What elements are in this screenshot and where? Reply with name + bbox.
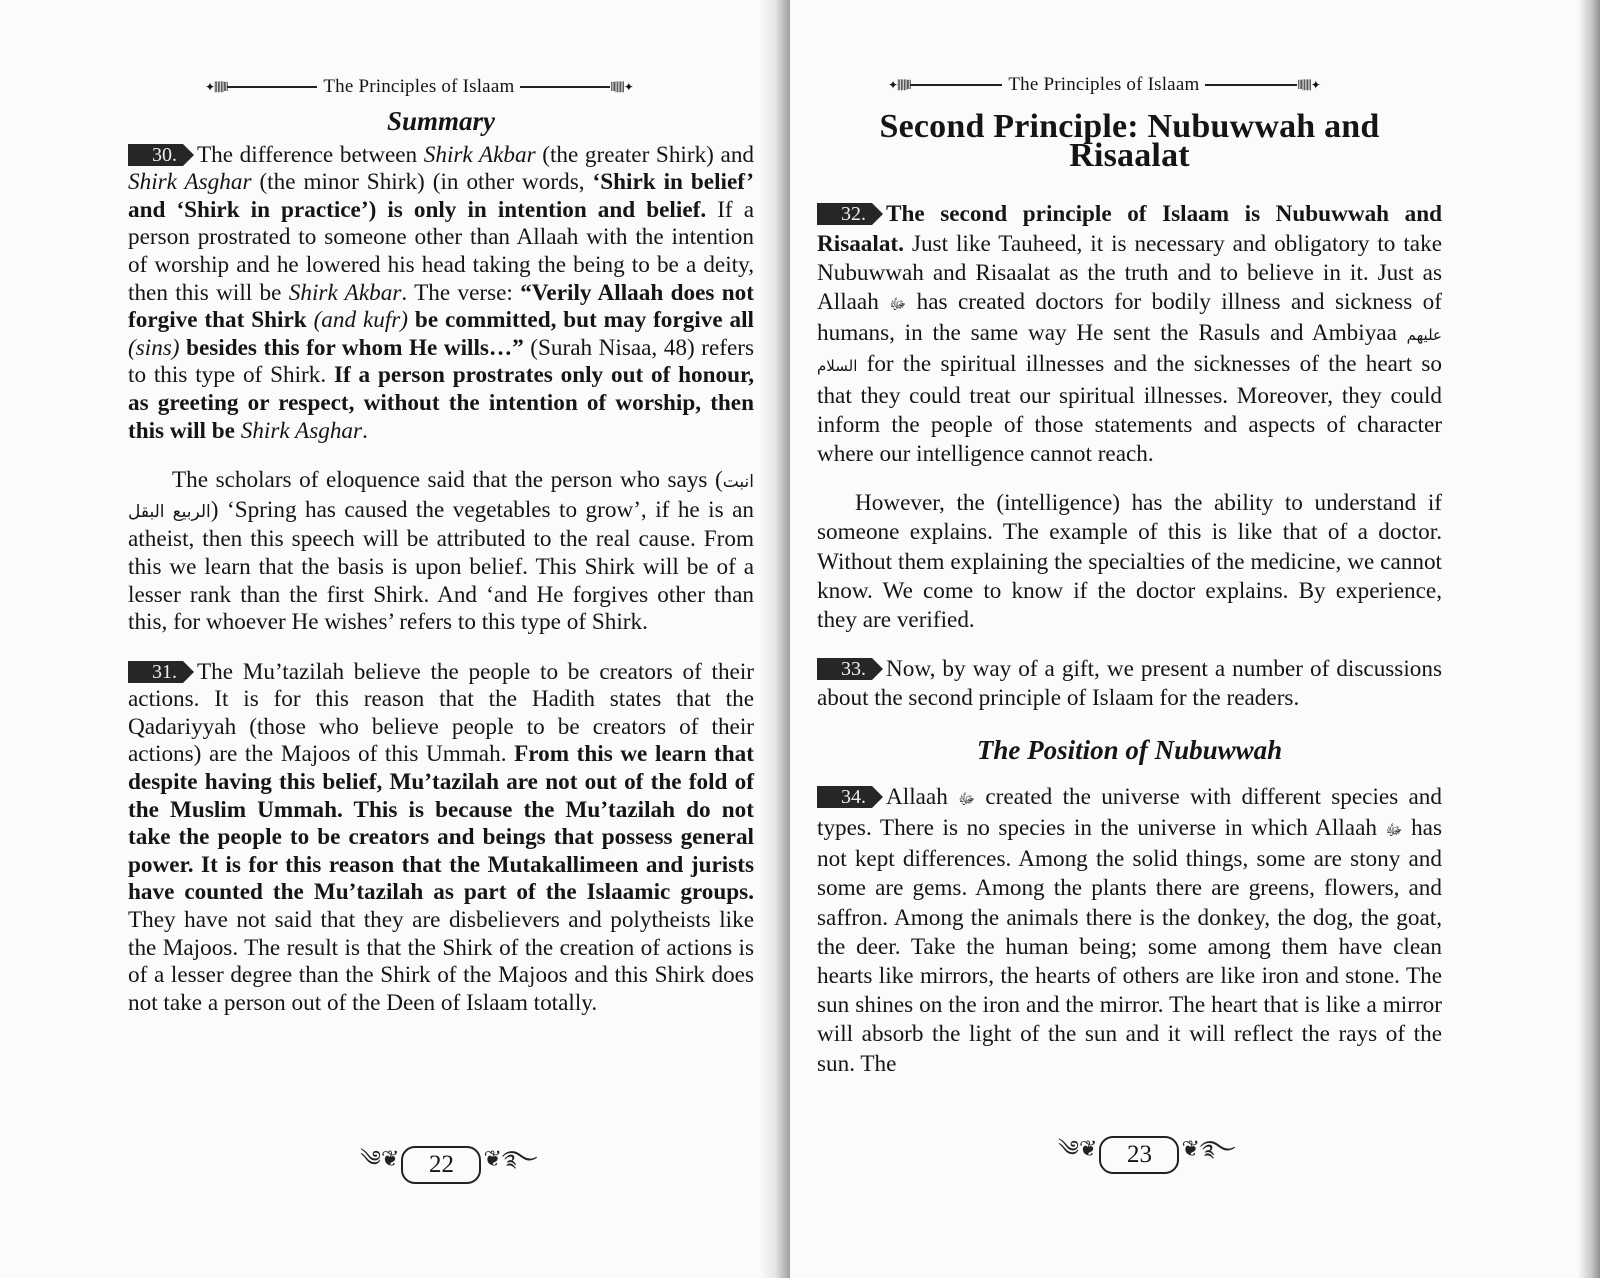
page-number-box: 22 xyxy=(401,1146,481,1184)
text-run: (the greater Shirk) and xyxy=(535,141,755,168)
paragraph-34 xyxy=(817,783,1442,1079)
paragraph-30 xyxy=(128,142,754,446)
text-bold: If a person prostrates only out of honour, as greeting or respect, without the intention of worship, then this will be xyxy=(128,362,754,444)
text-bold: From this we learn that despite having this belief, Mu’tazilah are not out of the fold of the Muslim Ummah. This is because the Mu’tazilah do not take the people to be creators and beings that possess general power. It is for this reason that the Mutakallimeen and jurists have counted the Mu’tazilah as part of the Islaamic groups. xyxy=(128,741,754,906)
header-rule xyxy=(1205,84,1297,86)
running-header-title: The Principles of Islaam xyxy=(323,76,515,97)
header-rule xyxy=(227,86,317,88)
paragraph-32 xyxy=(817,200,1442,469)
paragraph-33 xyxy=(817,655,1442,713)
honorific-glyph: ﷻ xyxy=(889,295,907,314)
paragraph-number-badge: 32. xyxy=(817,203,872,225)
header-ornament-right-icon: ⦀⫼⫼✦ xyxy=(1297,77,1320,92)
running-header-right xyxy=(888,74,1368,96)
quote-italic: (and kufr) xyxy=(313,307,409,334)
section-heading-summary: Summary xyxy=(386,106,496,136)
text-run: The Mu’tazilah believe the people to be creators of their actions. It is for this reason that the Hadith states that the Qadariyyah (those who believe people to be creators of their actions) are the Majoos of this Ummah. xyxy=(128,658,754,768)
text-run: Now, by way of a gift, we present a number of discussions about the second principle of Islaam for the readers. xyxy=(817,656,1442,712)
paragraph-number-badge: 34. xyxy=(817,786,872,808)
flourish-left-icon: ༄❦ xyxy=(360,1147,400,1172)
paragraph-number-badge: 30. xyxy=(128,144,183,166)
text-run: has created doctors for bodily illness and sickness of humans, in the same way He sent the Rasuls and Ambiyaa xyxy=(817,289,1442,347)
term-italic: Shirk Akbar xyxy=(288,279,402,306)
text-run: for the spiritual illnesses and the sicknesses of the heart so that they could treat our spiritual illnesses. Moreover, they could inform the people of those statements and aspects of character where our intelligence cannot reach. xyxy=(817,351,1442,468)
text-run: created the universe with different species and types. There is no species in the universe in which Allaah xyxy=(817,783,1442,842)
text-run: . The verse: xyxy=(401,279,521,306)
flourish-right-icon: ❦࿐ xyxy=(483,1147,538,1172)
term-italic: Shirk Akbar xyxy=(423,141,536,168)
text-run: ) ‘Spring has caused the vegetables to grow’, if he is an atheist, then this speech will be attributed to the real cause. From this we learn that the basis is upon belief. This Shirk will be of a lesser rank than the first Shirk. And ‘and He forgives other than this, for whoever He wishes’ refers to this type of Shirk. xyxy=(128,496,754,636)
paragraph-number-badge: 33. xyxy=(817,658,872,680)
flourish-right-icon: ❦࿐ xyxy=(1181,1137,1236,1162)
paragraph-however: However, the (intelligence) has the ability to understand if someone explains. The example of this is like that of a doctor. Without them explaining the specialties of the medicine, we cannot know. We come to know if the doctor explains. By experience, they are verified. xyxy=(817,490,1442,634)
text-run: has not kept differences. Among the solid things, some are stony and some are gems. Among the plants there are greens, flowers, and saffron. Among the animals there is the donkey, the dog, the goat, the deer. Take the human being; some among them have clean hearts like mirrors, the hearts of others are like iron and stone. The sun shines on the iron and the mirror. The heart that is like a mirror will absorb the light of the sun and it will reflect the rays of the sun. The xyxy=(817,815,1442,1077)
honorific-glyph: عليهم السلام xyxy=(817,326,1442,376)
paragraph-scholars xyxy=(128,467,754,637)
paragraph-31 xyxy=(128,659,754,1018)
left-page-content xyxy=(128,108,754,1017)
running-header-title: The Principles of Islaam xyxy=(1008,74,1200,95)
text-run: (Surah Nisaa, 48) refers to this type of Shirk. xyxy=(128,334,755,389)
text-run: . xyxy=(362,417,368,444)
text-run: The difference between xyxy=(197,141,424,168)
term-italic: Shirk Asghar xyxy=(240,417,363,444)
honorific-glyph: ﷻ xyxy=(958,789,976,808)
quote-bold: “Verily Allaah does not forgive that Shirk xyxy=(128,279,754,334)
page-edge-shadow xyxy=(1578,0,1600,1278)
text-run: The scholars of eloquence said that the person who says ( xyxy=(172,467,723,494)
quote-bold: besides this for whom He wills…” xyxy=(179,334,524,361)
header-ornament-right-icon: ⦀⫼⫼✦ xyxy=(610,79,633,94)
paragraph-number-badge: 31. xyxy=(128,661,183,683)
text-run: Allaah xyxy=(886,783,959,810)
quote-bold: be committed, but may forgive all xyxy=(408,307,754,334)
text-bold: The second principle of Islaam is Nubuwwah and Risaalat. xyxy=(817,201,1442,257)
term-italic: Shirk Asghar xyxy=(128,169,252,196)
text-bold: ‘Shirk in belief’ and ‘Shirk in practice’) is only in intention and belief. xyxy=(128,169,754,223)
page-number-box: 23 xyxy=(1099,1136,1179,1174)
header-rule xyxy=(910,84,1002,86)
chapter-heading: Second Principle: Nubuwwah and Risaalat xyxy=(879,108,1380,175)
header-rule xyxy=(520,86,610,88)
header-ornament-left-icon: ✦⫼⫼⦀ xyxy=(205,79,228,94)
text-run: Just like Tauheed, it is necessary and obligatory to take Nubuwwah and Risaalat as the truth and to believe in it. Just as Allaah xyxy=(817,230,1442,316)
honorific-glyph: ﷻ xyxy=(1385,821,1403,840)
text-run: They have not said that they are disbelievers and polytheists like the Majoos. The result is that the Shirk of the creation of actions is of a lesser degree than the Shirk of the Majoos and this Shirk does not take a person out of the Deen of Islaam totally. xyxy=(128,907,754,1016)
text-run: If a person prostrated to someone other than Allaah with the intention of worship and he lowered his head taking the being to be a deity, then this will be xyxy=(128,196,754,306)
running-header-left xyxy=(205,76,681,98)
header-ornament-left-icon: ✦⫼⫼⦀ xyxy=(888,77,911,92)
page-number-left xyxy=(360,1134,538,1196)
right-page-content xyxy=(817,108,1442,1079)
arabic-phrase: انبت الربيع البقل xyxy=(128,472,754,522)
text-run: (the minor Shirk) (in other words, xyxy=(251,169,593,196)
section-heading-position: The Position of Nubuwwah xyxy=(976,734,1283,765)
page-number-right xyxy=(1058,1124,1236,1186)
flourish-left-icon: ༄❦ xyxy=(1058,1137,1098,1162)
quote-italic: (sins) xyxy=(128,334,180,361)
right-page xyxy=(790,0,1600,1278)
left-page xyxy=(0,0,790,1278)
